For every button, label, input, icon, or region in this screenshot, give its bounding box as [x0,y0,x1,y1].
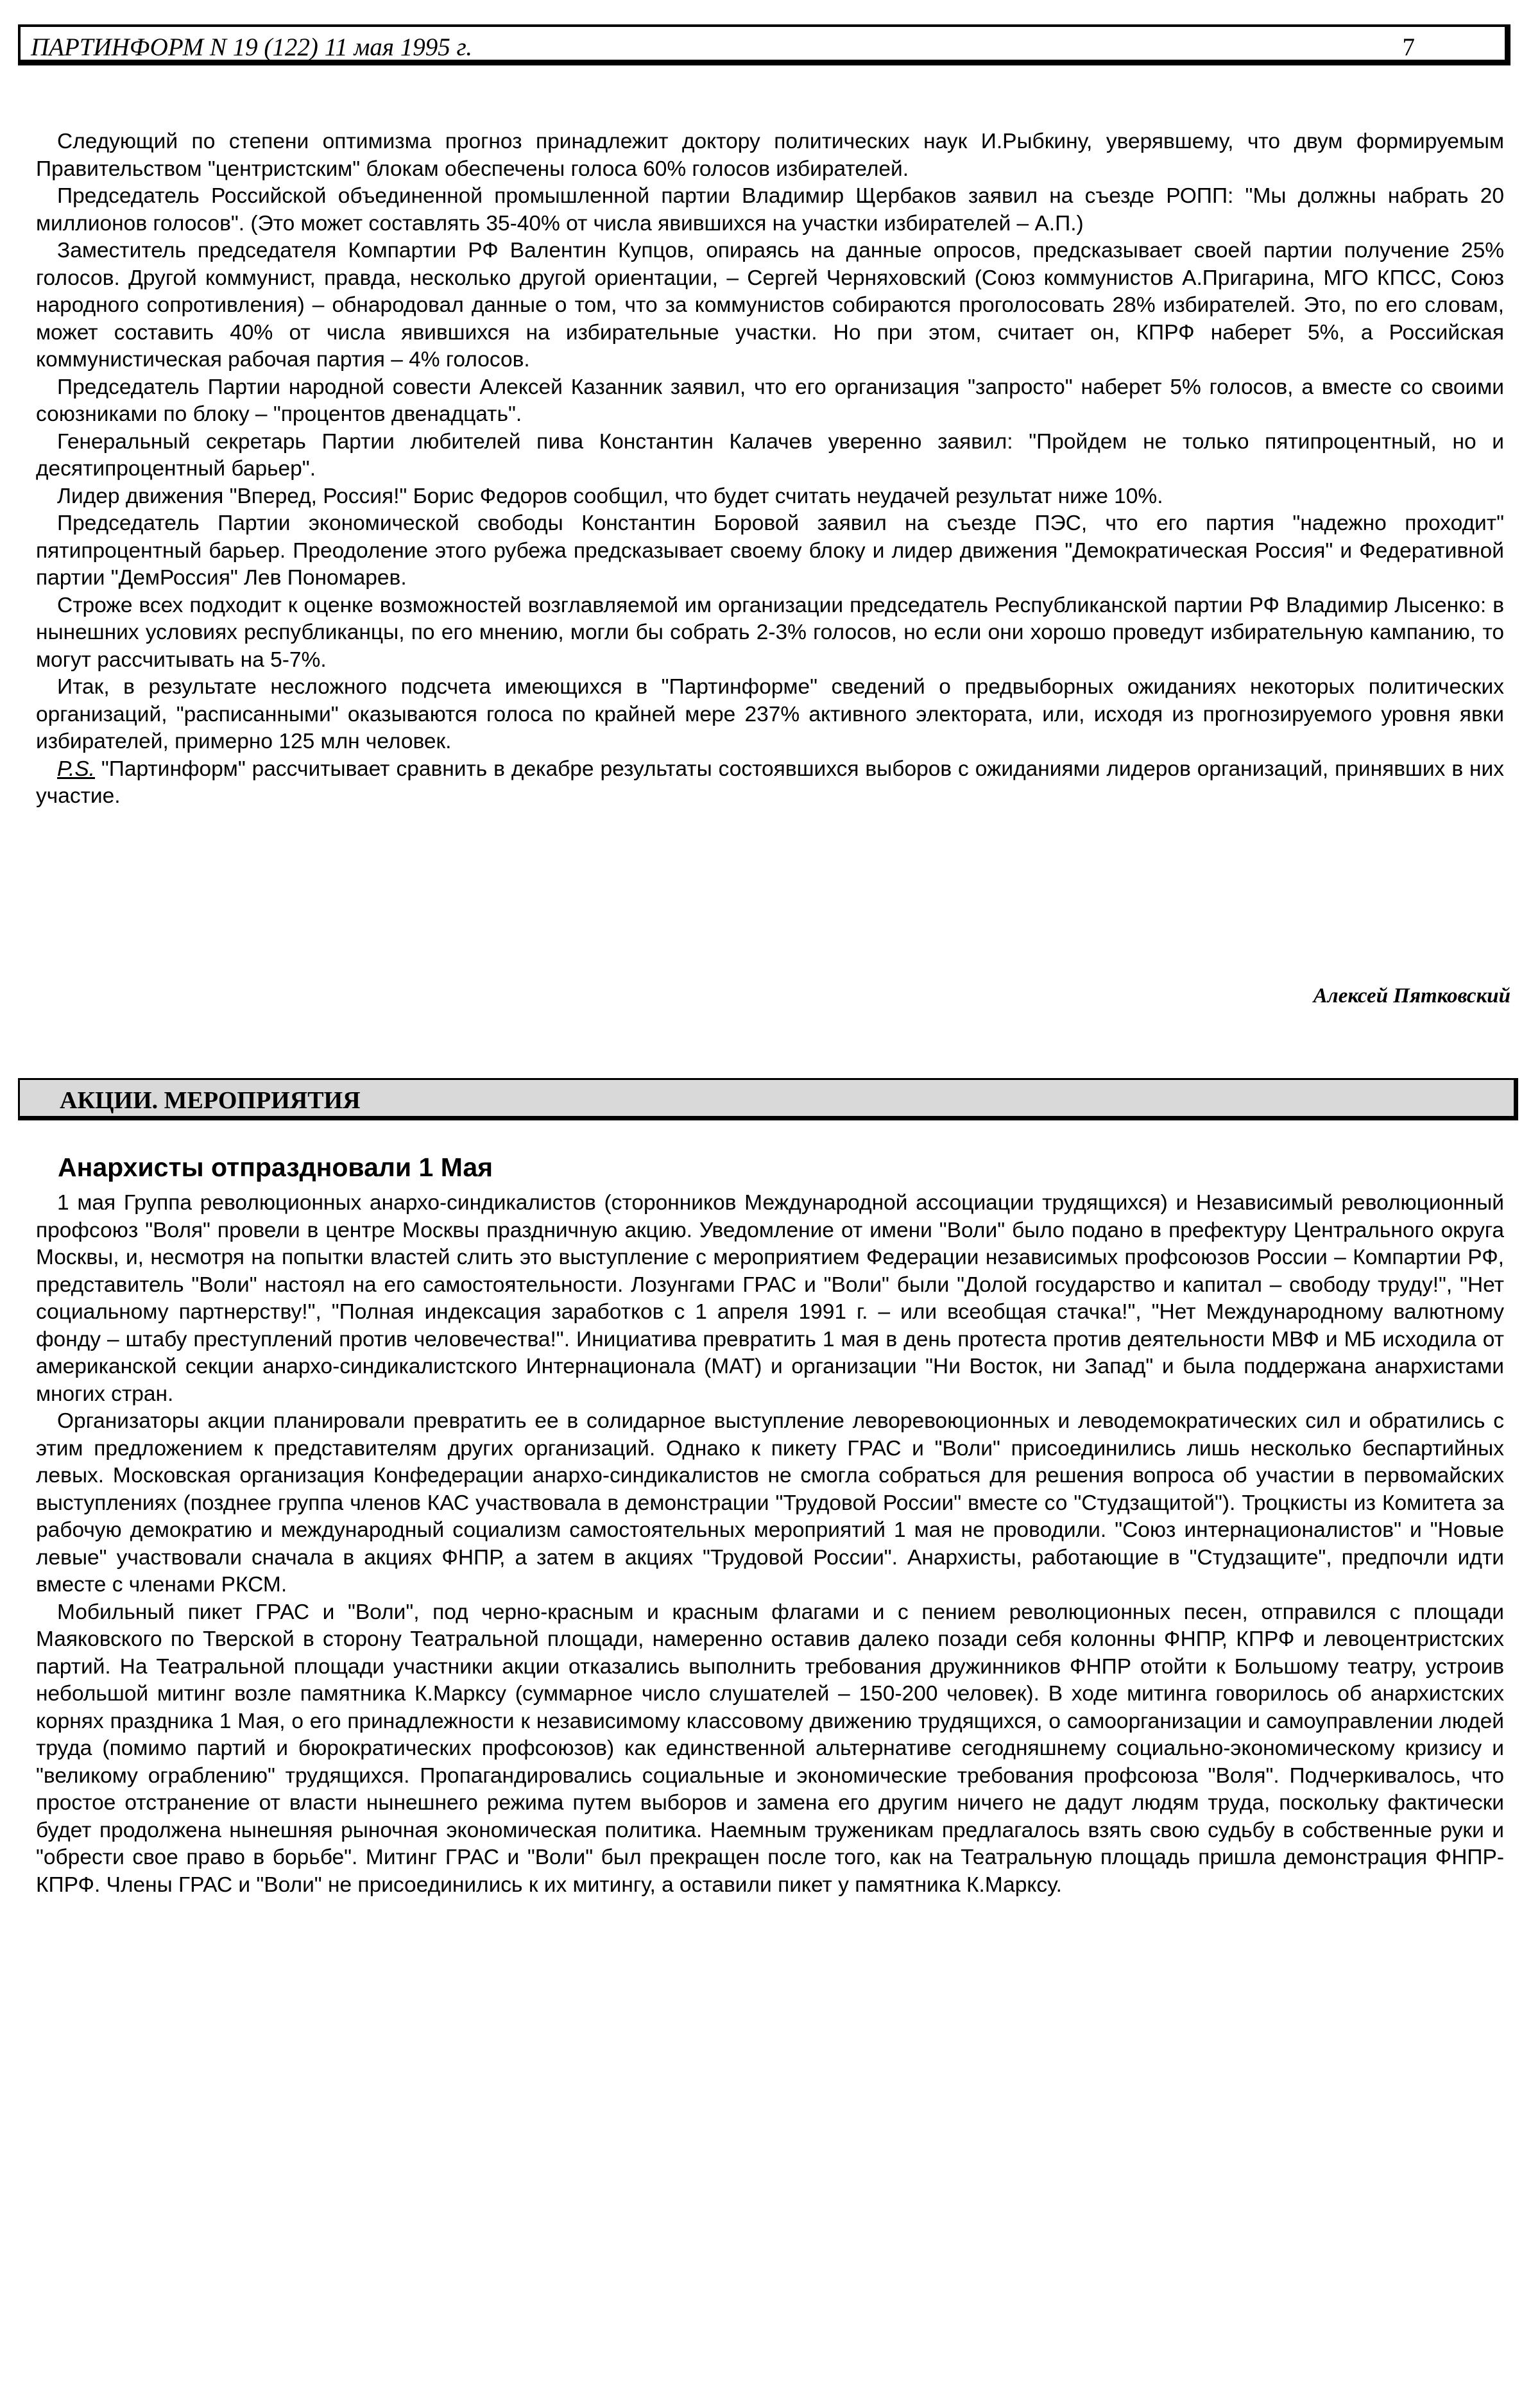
section-header [18,1078,1518,1120]
section-title: АКЦИИ. МЕРОПРИЯТИЯ [60,1087,361,1114]
paragraph: Генеральный секретарь Партии любителей пива Константин Калачев уверенно заявил: "Пройдем не только пятипроцентный, но и десятипроцентный барьер". [36,429,1504,481]
postscript-label: P.S. [57,757,95,781]
paragraph: Заместитель председателя Компартии РФ Валентин Купцов, опираясь на данные опросов, предсказывает своей партии получение 25% голосов. Другой коммунист, правда, несколько другой ориентации, – Сергей Черняховский (Союз коммунистов А.Пригарина, МГО КПСС, Союз народного сопротивления) – обнародовал данные о том, что за коммунистов собираются проголосовать 28% избирателей. Это, по его словам, может составить 40% от числа явившихся на избирательные участки. Но при этом, считает он, КПРФ наберет 5%, а Российская коммунистическая рабочая партия – 4% голосов. [36,239,1504,372]
article-anarchists-body [36,1190,1504,1899]
article-title: Анархисты отпраздновали 1 Мая [58,1152,493,1182]
paragraph: Итак, в результате несложного подсчета имеющихся в "Партинформе" сведений о предвыборных ожиданиях некоторых политических организаций, "расписанными" оказываются голоса по крайней мере 237% активного электората, или, исходя из прогнозируемого уровня явки избирателей, примерно 125 млн человек. [36,675,1504,753]
paragraph: Председатель Партии экономической свободы Константин Боровой заявил на съезде ПЭС, что его партия "надежно проходит" пятипроцентный барьер. Преодоление этого рубежа предсказывает своему блоку и лидер движения "Демократическая Россия" и Федеративной партии "ДемРоссия" Лев Пономарев. [36,511,1504,590]
postscript-paragraph [36,756,1504,810]
paragraph: Строже всех подходит к оценке возможностей возглавляемой им организации председатель Республиканской партии РФ Владимир Лысенко: в нынешних условиях республиканцы, по его мнению, могли бы собрать 2-3% голосов, но если они хорошо проведут избирательную кампанию, то могут рассчитывать на 5-7%. [36,593,1504,672]
paragraph: Председатель Партии народной совести Алексей Казанник заявил, что его организация "запросто" наберет 5% голосов, а вместе со своими союзниками по блоку – "процентов двенадцать". [36,375,1504,426]
page-number: 7 [1402,33,1415,61]
author-signature: Алексей Пятковский [1313,984,1510,1007]
paragraph: Следующий по степени оптимизма прогноз принадлежит доктору политических наук И.Рыбкину, уверявшему, что двум формируемым Правительством "центристским" блокам обеспечены голоса 60% голосов избирателей. [36,130,1504,181]
publication-title: ПАРТИНФОРМ N 19 (122) 11 мая 1995 г. [31,33,472,61]
paragraph: Мобильный пикет ГРАС и "Воли", под черно-красным и красным флагами и с пением революционных песен, отправился с площади Маяковского по Тверской в сторону Театральной площади, намеренно оставив далеко позади себя колонны ФНПР, КПРФ и левоцентристских партий. На Театральной площади участники акции отказались выполнить требования дружинников ФНПР отойти к Большому театру, устроив небольшой митинг возле памятника К.Марксу (суммарное число слушателей – 150-200 человек). В ходе митинга говорилось об анархистских корнях праздника 1 Мая, о его принадлежности к независимому классовому движению трудящихся, о самоорганизации и самоуправлении людей труда (помимо партий и бюрократических профсоюзов) как единственной альтернативе сегодняшнему социально-экономическому кризису и "великому ограблению" трудящихся. Пропагандировались социальные и экономические требования профсоюза "Воля". Подчеркивалось, что простое отстранение от власти нынешнего режима путем выборов и замена его другим ничего не дадут людям труда, поскольку фактически будет продолжена нынешняя рыночная экономическая политика. Наемным труженикам предлагалось взять свою судьбу в собственные руки и "обрести свое право в борьбе". Митинг ГРАС и "Воли" был прекращен после того, как на Театральную площадь пришла демонстрация ФНПР-КПРФ. Члены ГРАС и "Воли" не присоединились к их митингу, а оставили пикет у памятника К.Марксу. [36,1600,1504,1897]
running-header [18,24,1510,65]
paragraph: Председатель Российской объединенной промышленной партии Владимир Щербаков заявил на съезде РОПП: "Мы должны набрать 20 миллионов голосов". (Это может составлять 35-40% от числа явившихся на участки избирателей – А.П.) [36,184,1504,236]
article-forecasts-body [36,128,1504,810]
postscript-text: "Партинформ" рассчитывает сравнить в декабре результаты состоявшихся выборов с ожиданиями лидеров организаций, принявших в них участие. [36,757,1504,808]
paragraph: 1 мая Группа революционных анархо-синдикалистов (сторонников Международной ассоциации трудящихся) и Независимый революционный профсоюз "Воля" провели в центре Москвы праздничную акцию. Уведомление от имени "Воли" было подано в префектуру Центрального округа Москвы, и, несмотря на попытки властей слить это выступление с мероприятием Федерации независимых профсоюзов России – Компартии РФ, представитель "Воли" настоял на его самостоятельности. Лозунгами ГРАС и "Воли" были "Долой государство и капитал – свободу труду!", "Нет социальному партнерству!", "Полная индексация заработков с 1 апреля 1991 г. – или всеобщая стачка!", "Нет Международному валютному фонду – штабу преступлений против человечества!". Инициатива превратить 1 мая в день протеста против деятельности МВФ и МБ исходила от американской секции анархо-синдикалистского Интернационала (МАТ) и организации "Ни Восток, ни Запад" и была поддержана анархистами многих стран. [36,1191,1504,1406]
paragraph: Организаторы акции планировали превратить ее в солидарное выступление леворевоюционных и леводемократических сил и обратились с этим предложением к представителям других организаций. Однако к пикету ГРАС и "Воли" присоединились лишь несколько беспартийных левых. Московская организация Конфедерации анархо-синдикалистов не смогла собраться для решения вопроса об участии в первомайских выступлениях (позднее группа членов КАС участвовала в демонстрации "Трудовой России" вместе со "Студзащитой"). Троцкисты из Комитета за рабочую демократию и международный социализм самостоятельных мероприятий 1 мая не проводили. "Союз интернационалистов" и "Новые левые" участвовали сначала в акциях ФНПР, а затем в акциях "Трудовой России". Анархисты, работающие в "Студзащите", предпочли идти вместе с членами РКСМ. [36,1409,1504,1597]
paragraph: Лидер движения "Вперед, Россия!" Борис Федоров сообщил, что будет считать неудачей результат ниже 10%. [57,484,1163,508]
